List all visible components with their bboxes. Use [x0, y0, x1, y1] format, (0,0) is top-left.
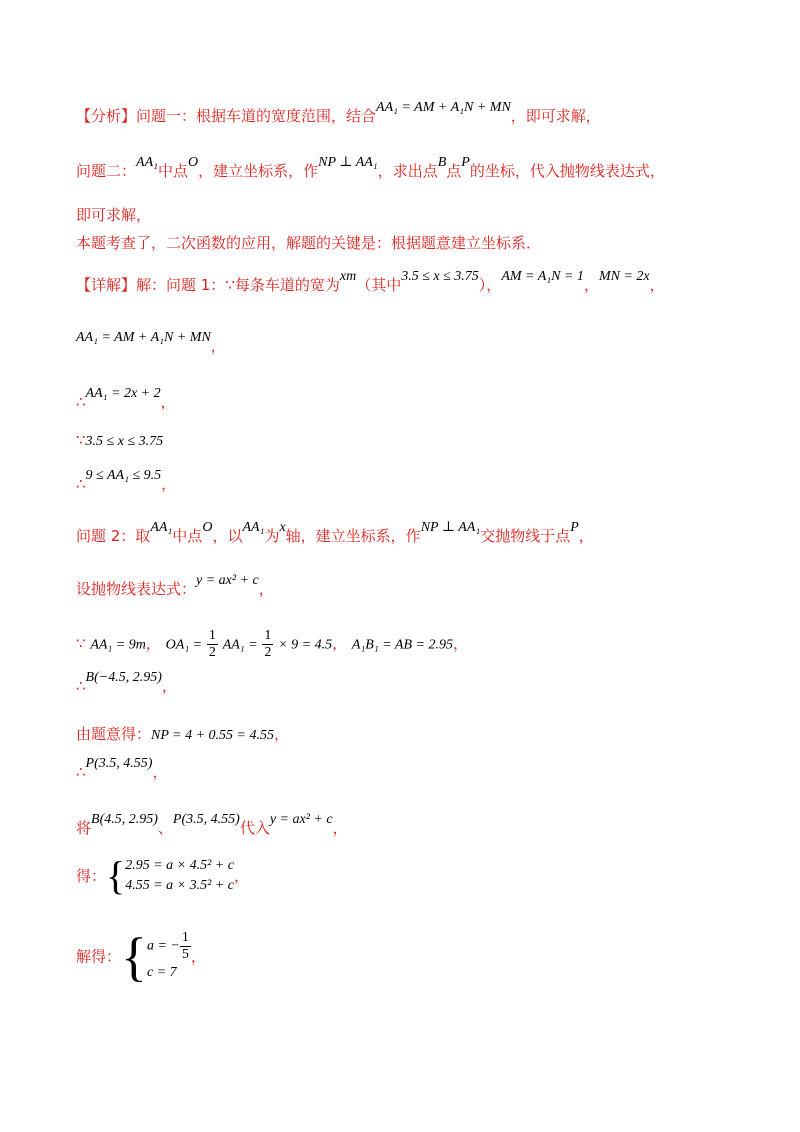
text: ，: [274, 725, 290, 743]
formula: A₁B₁ = AB = 2.95: [351, 637, 453, 653]
question2-line-7: [76, 812, 348, 840]
question2-line-3: [76, 628, 468, 661]
text: ，: [649, 276, 665, 294]
equation: c = 7: [146, 965, 177, 980]
formula: × 9 = 4.5: [278, 637, 333, 653]
fraction-one-fifth: [180, 930, 191, 963]
text: 为: [264, 527, 280, 545]
text: ，: [161, 475, 177, 493]
text: 由题意得：: [76, 725, 152, 743]
question2-line-2: [76, 573, 274, 601]
analysis-text: 【分析】问题一：根据车道的宽度范围，结合: [76, 107, 377, 125]
formula: NP ⊥ AA₁: [420, 520, 481, 535]
text: 【详解】解：问题 1：∵每条车道的宽为: [76, 276, 340, 294]
solution-line-3: [76, 386, 176, 414]
denominator: 2: [264, 645, 272, 660]
formula: B(4.5, 2.95): [91, 812, 158, 827]
system-lines: [147, 930, 191, 983]
formula: P: [461, 155, 470, 170]
text: ，: [332, 634, 348, 653]
analysis-line-2: [76, 155, 665, 183]
formula: NP ⊥ AA₁: [318, 155, 378, 170]
analysis-line-1: [76, 100, 601, 128]
formula: AA₁ = AM + A₁N + MN: [376, 100, 511, 115]
solution-line-1: [76, 269, 665, 297]
text: ，建立坐标系，作: [198, 162, 319, 180]
therefore-symbol: ∴: [76, 475, 86, 493]
formula: xm: [339, 269, 357, 284]
text: 问题二：: [76, 162, 137, 180]
left-brace: {: [121, 926, 147, 987]
question2-line-5: [76, 724, 289, 746]
formula: AA₁ = 2x + 2: [85, 386, 161, 401]
text: 交抛物线于点: [480, 527, 571, 545]
formula: P(3.5, 4.55): [172, 812, 240, 827]
text: 问题 2：取: [76, 527, 151, 545]
therefore-symbol: ∴: [76, 677, 86, 695]
equation: 4.55 = a × 3.5² + c: [125, 878, 234, 893]
text: ，: [161, 677, 177, 695]
formula: AA₁: [136, 155, 158, 170]
analysis-text: ，即可求解，: [510, 107, 601, 125]
text: ），: [478, 276, 502, 294]
formula: O: [188, 155, 199, 170]
formula: AA₁ = 9m: [90, 637, 146, 653]
solution-line-2: [76, 330, 226, 358]
formula: NP = 4 + 0.55 = 4.55: [151, 728, 274, 743]
text: ，: [452, 634, 468, 653]
fraction-one-half: [207, 628, 218, 661]
question2-line-4: [76, 670, 177, 698]
text: ，: [583, 276, 599, 294]
formula: P: [570, 520, 579, 535]
equation-part: a = −: [146, 938, 180, 954]
numerator: 1: [208, 628, 216, 643]
equation: [147, 930, 191, 963]
solution-line-4: [76, 430, 163, 452]
denominator: 5: [181, 947, 189, 962]
text: ，: [190, 947, 206, 966]
formula: AA₁ = AM + A₁N + MN: [76, 330, 211, 345]
text: 中点: [172, 527, 203, 545]
numerator: 1: [181, 930, 189, 945]
text: ，: [258, 580, 274, 598]
formula: AA₁: [242, 520, 265, 535]
text: 点: [446, 162, 462, 180]
left-brace: {: [106, 853, 126, 898]
fraction-one-half: [262, 628, 273, 661]
denominator: 2: [208, 645, 216, 660]
text: ，: [578, 527, 594, 545]
text: ，: [145, 634, 161, 653]
text: 的坐标，代入抛物线表达式，: [469, 162, 665, 180]
formula: O: [202, 520, 213, 535]
question2-line-1: [76, 520, 594, 548]
text: 轴，建立坐标系，作: [285, 527, 421, 545]
text: 解得：: [76, 947, 122, 966]
question2-line-6: [76, 756, 168, 784]
equation-system-2: [76, 926, 206, 987]
formula: x: [279, 520, 286, 535]
text: 得：: [76, 867, 107, 885]
text: ，: [210, 337, 226, 355]
equation-system-1: [76, 853, 249, 898]
formula: 9 ≤ AA₁ ≤ 9.5: [85, 468, 162, 483]
formula: AM = A₁N = 1: [501, 269, 584, 284]
text: 中点: [158, 162, 189, 180]
solution-line-5: [76, 468, 177, 496]
text: （其中: [356, 276, 402, 294]
text: ，: [152, 763, 168, 781]
formula: OA₁ =: [165, 637, 203, 653]
text: ，: [233, 867, 249, 885]
text: 、: [157, 819, 173, 837]
text: 将: [76, 819, 92, 837]
therefore-symbol: ∴: [76, 393, 86, 411]
analysis-line-3: 即可求解，: [76, 206, 152, 224]
equation: 2.95 = a × 4.5² + c: [125, 858, 234, 873]
therefore-symbol: ∴: [76, 763, 86, 781]
analysis-summary: 本题考查了，二次函数的应用，解题的关键是：根据题意建立坐标系．: [76, 234, 542, 252]
system-lines: [125, 856, 234, 896]
text: ，求出点: [377, 162, 438, 180]
formula: B: [437, 155, 447, 170]
numerator: 1: [264, 628, 272, 643]
because-symbol: ∵: [76, 431, 86, 449]
formula: P(3.5, 4.55): [85, 756, 153, 771]
formula: y = ax² + c: [269, 812, 333, 827]
formula: AA₁ =: [222, 637, 258, 653]
text: 代入: [239, 819, 270, 837]
formula: 3.5 ≤ x ≤ 3.75: [401, 269, 479, 284]
because-symbol: ∵: [76, 634, 86, 653]
text: 设抛物线表达式：: [76, 580, 197, 598]
formula: 3.5 ≤ x ≤ 3.75: [85, 434, 164, 449]
formula: B(−4.5, 2.95): [85, 670, 162, 685]
formula: y = ax² + c: [196, 573, 259, 588]
formula: AA₁: [150, 520, 173, 535]
text: ，: [332, 819, 348, 837]
formula: MN = 2x: [598, 269, 650, 284]
text: ，: [160, 393, 176, 411]
text: ，以: [212, 527, 243, 545]
